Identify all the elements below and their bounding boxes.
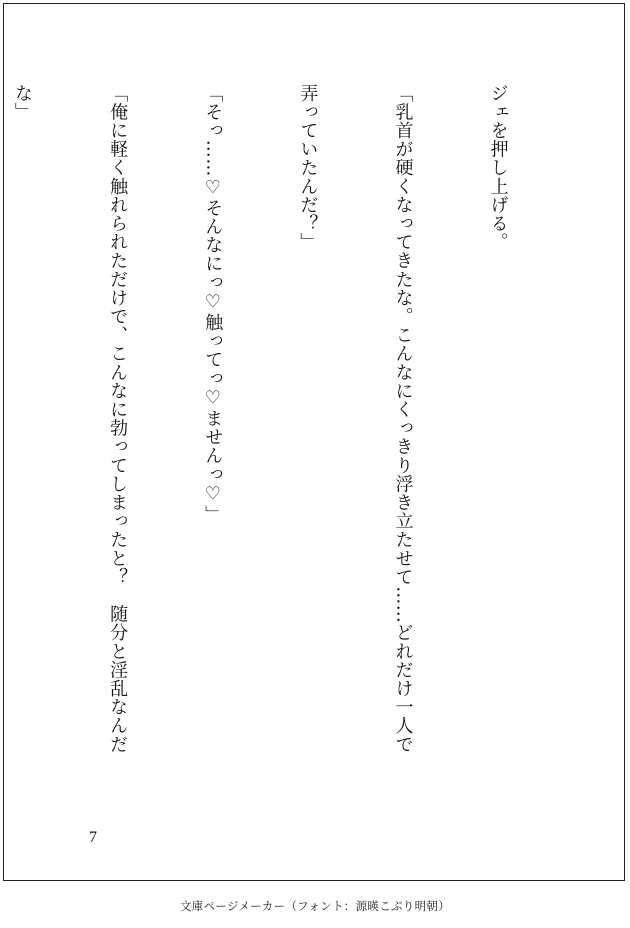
book-page bbox=[3, 3, 625, 881]
text-line: 「そっ……♡そんなにっ♡触ってっ♡ませんっ♡」 bbox=[202, 84, 224, 524]
vertical-body-text bbox=[12, 84, 577, 774]
text-line: ジェを押し上げる。 bbox=[487, 84, 509, 252]
text-line: 「俺に軽く触れられただけで、こんなに勃ってしまったと？ 随分と淫乱なんだ bbox=[107, 84, 129, 754]
footer-credit: 文庫ページメーカー（フォント：源暎こぶり明朝） bbox=[179, 899, 451, 913]
text-line: 弄っていたんだ？」 bbox=[297, 84, 319, 252]
text-line: な」 bbox=[12, 84, 34, 122]
text-line: 「乳首が硬くなってきたな。こんなにくっきり浮き立たせて……どれだけ一人で bbox=[392, 84, 414, 754]
page-number: 7 bbox=[89, 829, 97, 846]
